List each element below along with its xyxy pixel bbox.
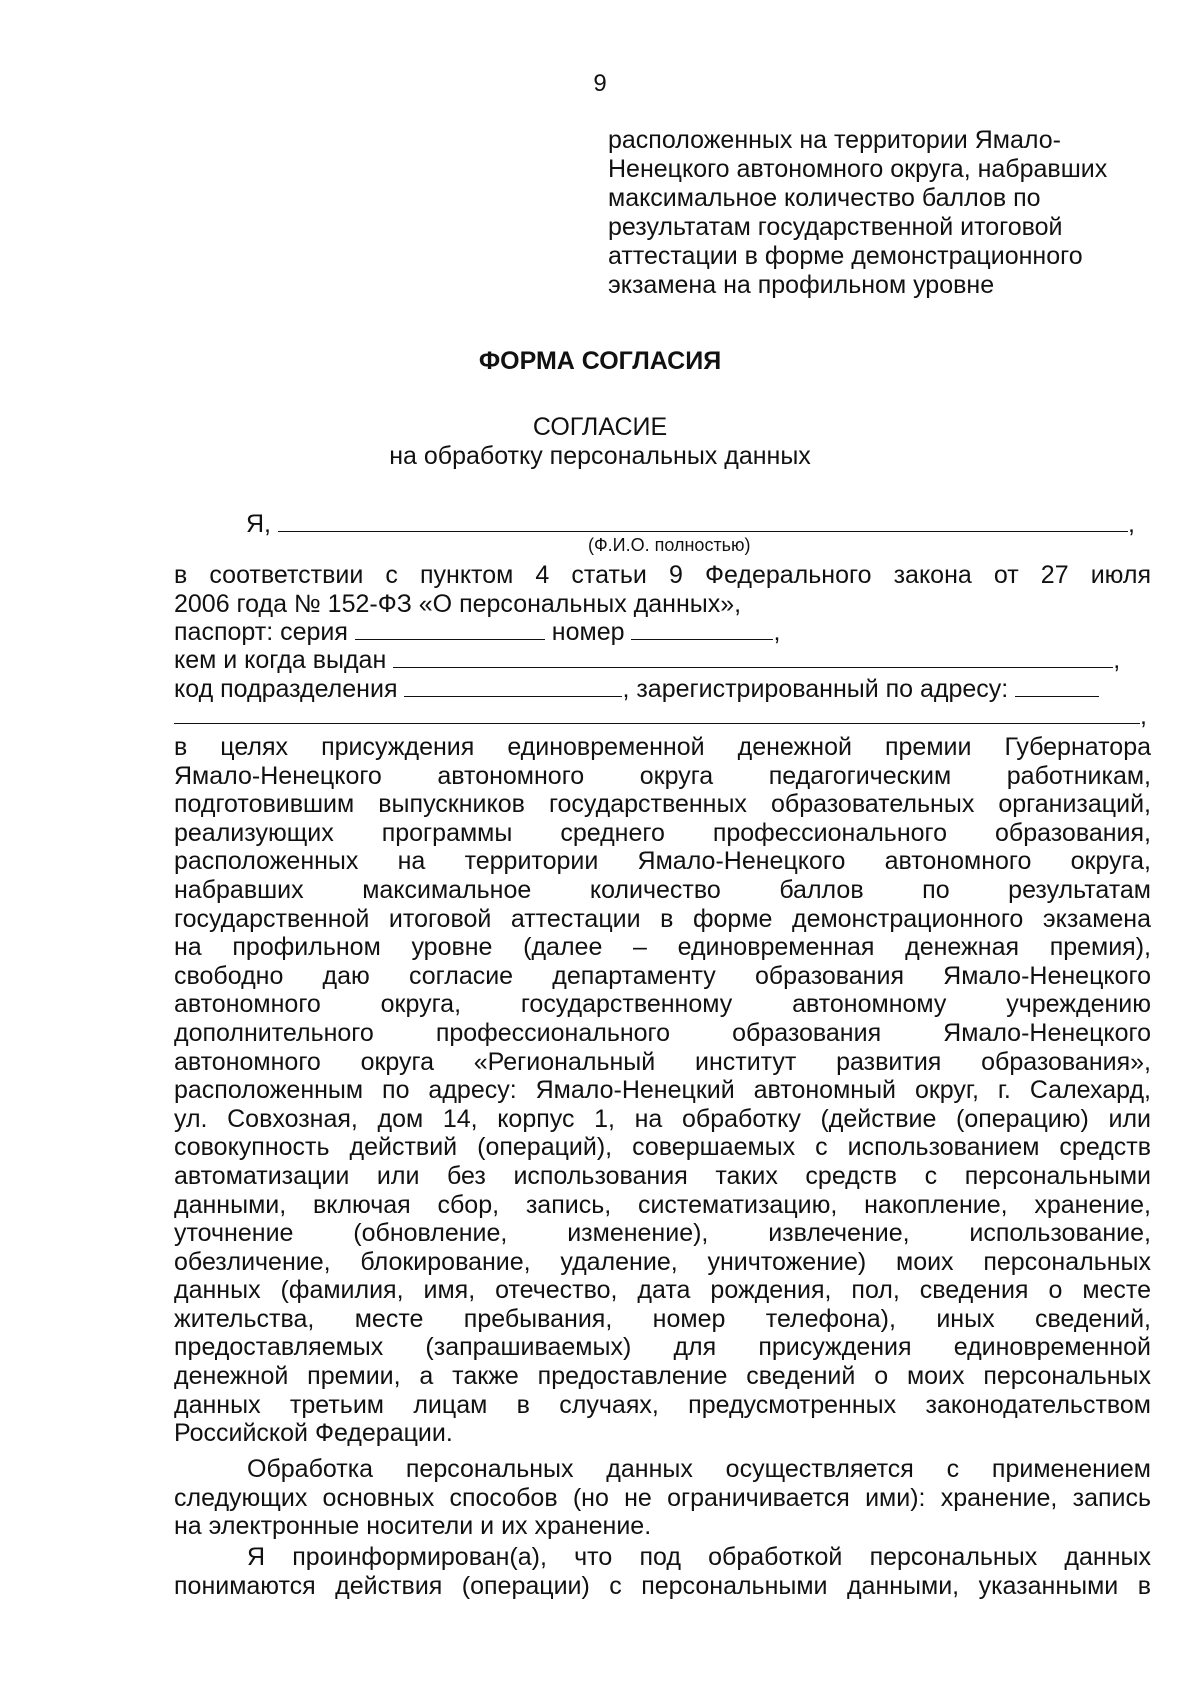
text-line: государственной итоговой аттестации в форме демонстрационного экзамена (174, 904, 1151, 933)
passport-number-line[interactable] (631, 619, 773, 640)
text-line: совокупность действий (операций), совершаемых с использованием средств (174, 1133, 1151, 1162)
header-line: расположенных на территории Ямало- (608, 126, 1061, 154)
comma: , (773, 618, 781, 646)
text-line: подготовившим выпускников государственных образовательных организаций, (174, 790, 1151, 819)
text-line: набравших максимальное количество баллов по результатам (174, 875, 1151, 904)
comma: , (1140, 702, 1147, 730)
text-line: Я проинформирован(а), что под обработкой персональных данных (247, 1543, 1151, 1571)
passport-number-label: номер (551, 618, 625, 646)
text-line: на электронные носители и их хранение. (174, 1512, 652, 1541)
division-row (174, 675, 1099, 704)
text-line: реализующих программы среднего профессионального образования, (174, 818, 1151, 847)
header-line: Ненецкого автономного округа, набравших (608, 155, 1108, 183)
text-line: следующих основных способов (но не ограничивается ими): хранение, запись (174, 1483, 1151, 1512)
consent-paragraph (174, 733, 1151, 1448)
address-row (174, 702, 1147, 731)
text-line: 2006 года № 152-ФЗ «О персональных данных», (174, 589, 742, 618)
text-line: в целях присуждения единовременной денежной премии Губернатора (174, 733, 1151, 761)
form-title: ФОРМА СОГЛАСИЯ (478, 347, 722, 375)
comma: , (1127, 510, 1135, 538)
text-line: дополнительного профессионального образования Ямало-Ненецкого (174, 1018, 1151, 1047)
law-reference (174, 561, 1151, 618)
text-line: предоставляемых (запрашиваемых) для присуждения единовременной (174, 1333, 1151, 1362)
document-title: СОГЛАСИЕ (532, 413, 668, 441)
passport-series-line[interactable] (355, 619, 545, 640)
text-line: денежной премии, а также предоставление сведений о моих персональных (174, 1362, 1151, 1391)
text-line: уточнение (обновление, изменение), извлечение, использование, (174, 1219, 1151, 1248)
text-line: автономного округа «Региональный институт развития образования», (174, 1047, 1151, 1076)
header-line: аттестации в форме демонстрационного (608, 242, 1083, 270)
fio-input-line[interactable] (278, 511, 1128, 532)
text-line: автоматизации или без использования таких средств с персональными (174, 1161, 1151, 1190)
page-number: 9 (593, 70, 607, 97)
passport-series-label: паспорт: серия (174, 618, 348, 646)
division-input-line[interactable] (404, 676, 622, 697)
text-line: свободно даю согласие департаменту образования Ямало-Ненецкого (174, 961, 1151, 990)
ya-label: Я, (246, 510, 271, 538)
division-label: код подразделения (174, 675, 398, 703)
text-line: Российской Федерации. (174, 1419, 453, 1448)
header-line: результатам государственной итоговой (608, 213, 1063, 241)
text-line: обезличение, блокирование, удаление, уничтожение) моих персональных (174, 1247, 1151, 1276)
address-input-line[interactable] (1015, 676, 1099, 697)
appendix-header (608, 126, 1148, 300)
processing-methods-paragraph (174, 1455, 1151, 1541)
text-line: на профильном уровне (далее – единовременная денежная премия), (174, 933, 1151, 962)
text-line: данных (фамилия, имя, отечество, дата рождения, пол, сведения о месте (174, 1276, 1151, 1305)
text-line: в соответствии с пунктом 4 статьи 9 Федерального закона от 27 июля (174, 561, 1151, 589)
document-subtitle: на обработку персональных данных (389, 442, 811, 470)
text-line: автономного округа, государственному автономному учреждению (174, 990, 1151, 1019)
passport-row (174, 618, 780, 647)
header-line: максимальное количество баллов по (608, 184, 1041, 212)
address-continuation-line[interactable] (174, 703, 1140, 724)
informed-paragraph (174, 1543, 1151, 1600)
issued-row (174, 646, 1120, 675)
text-line: данных третьим лицам в случаях, предусмотренных законодательством (174, 1390, 1151, 1419)
text-line: Обработка персональных данных осуществляется с применением (247, 1455, 1151, 1483)
text-line: данными, включая сбор, запись, систематизацию, накопление, хранение, (174, 1190, 1151, 1219)
fio-caption: (Ф.И.О. полностью) (588, 535, 751, 555)
text-line: жительства, месте пребывания, номер телефона), иных сведений, (174, 1304, 1151, 1333)
comma: , (1113, 646, 1121, 674)
issued-input-line[interactable] (393, 647, 1113, 668)
text-line: понимаются действия (операции) с персональными данными, указанными в (174, 1571, 1151, 1600)
text-line: расположенным по адресу: Ямало-Ненецкий автономный округ, г. Салехард, (174, 1076, 1151, 1105)
text-line: ул. Совхозная, дом 14, корпус 1, на обработку (действие (операцию) или (174, 1104, 1151, 1133)
header-line: экзамена на профильном уровне (608, 271, 995, 299)
text-line: расположенных на территории Ямало-Ненецкого автономного округа, (174, 847, 1151, 876)
registered-label: , зарегистрированный по адресу: (622, 675, 1009, 703)
text-line: Ямало-Ненецкого автономного округа педагогическим работникам, (174, 761, 1151, 790)
issued-label: кем и когда выдан (174, 646, 387, 674)
